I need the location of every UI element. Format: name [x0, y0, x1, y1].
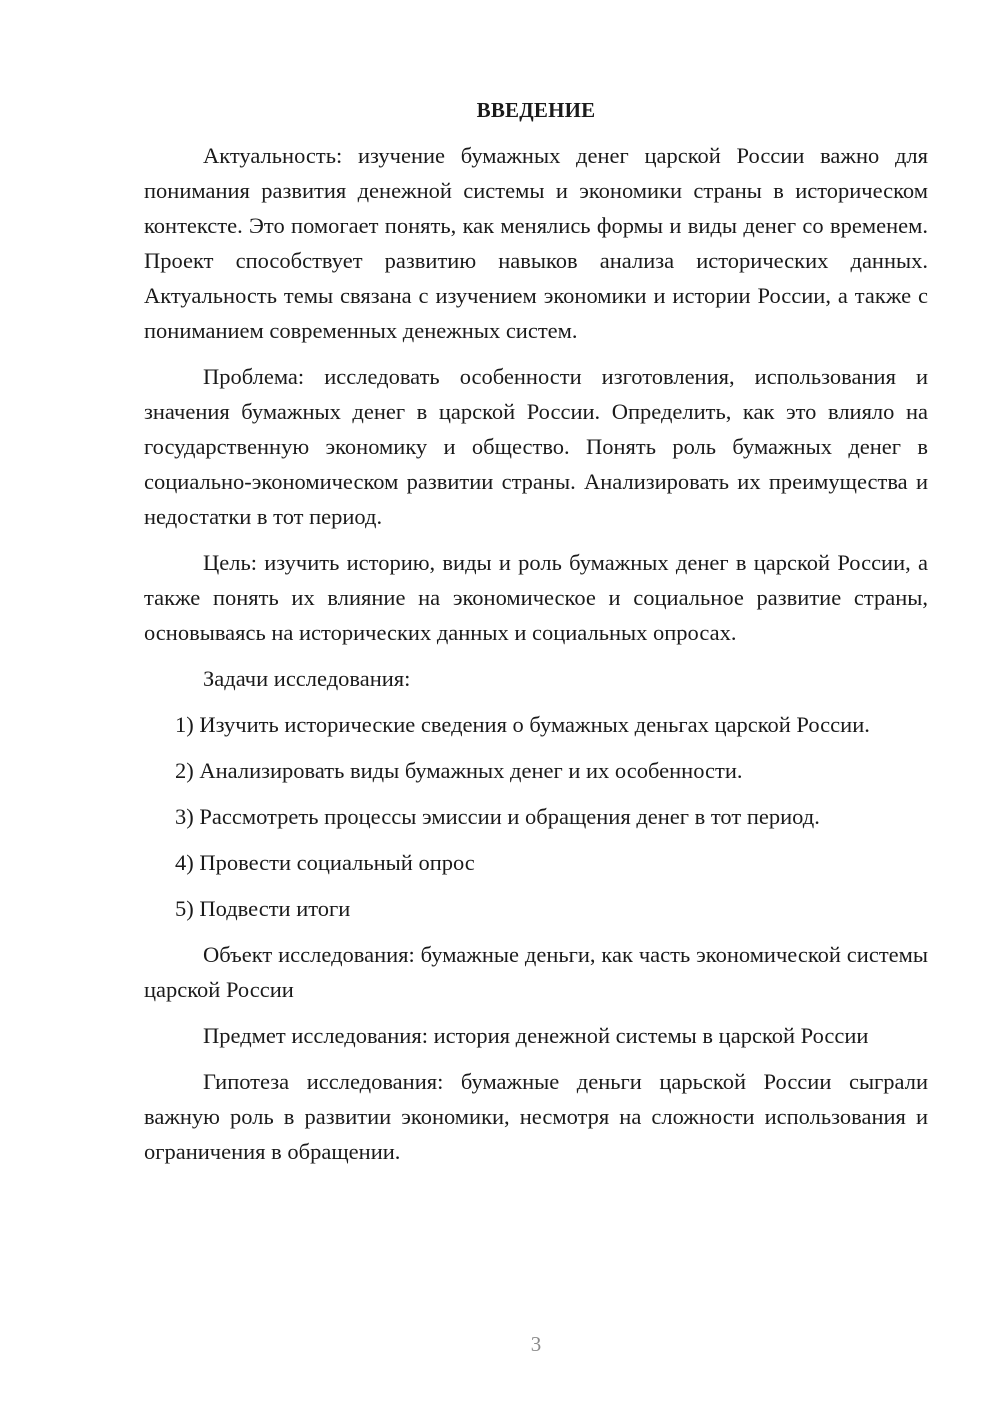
goal-paragraph: Цель: изучить историю, виды и роль бумажных денег в царской России, а также понять их влияние на экономическое и социальное развитие страны, основываясь на исторических данных и социальных опросах. [144, 550, 928, 645]
task-item-5: 5) Подвести итоги [175, 896, 351, 921]
task-item-1: 1) Изучить исторические сведения о бумажных деньгах царской России. [175, 712, 870, 737]
task-item-4: 4) Провести социальный опрос [175, 850, 475, 875]
subject-paragraph: Предмет исследования: история денежной системы в царской России [203, 1023, 869, 1048]
document-page [144, 96, 928, 1180]
document-title: ВВЕДЕНИЕ [476, 98, 596, 122]
problem-paragraph: Проблема: исследовать особенности изготовления, использования и значения бумажных денег в царской России. Определить, как это влияло на государственную экономику и общество. Понять роль бумажных денег в социально-экономическом развитии страны. Анализировать их преимущества и недостатки в тот период. [144, 364, 928, 529]
tasks-heading: Задачи исследования: [203, 666, 411, 691]
hypothesis-paragraph: Гипотеза исследования: бумажные деньги царьской России сыграли важную роль в развитии экономики, несмотря на сложности использования и ограничения в обращении. [144, 1069, 928, 1164]
task-item-2: 2) Анализировать виды бумажных денег и их особенности. [175, 758, 743, 783]
relevance-paragraph: Актуальность: изучение бумажных денег царской России важно для понимания развития денежной системы и экономики страны в историческом контексте. Это помогает понять, как менялись формы и виды денег со временем. Проект способствует развитию навыков анализа исторических данных. Актуальность темы связана с изучением экономики и истории России, а также с пониманием современных денежных систем. [144, 143, 928, 343]
object-paragraph: Объект исследования: бумажные деньги, как часть экономической системы царской России [144, 942, 928, 1002]
task-item-3: 3) Рассмотреть процессы эмиссии и обращения денег в тот период. [175, 804, 820, 829]
page-number: 3 [530, 1332, 542, 1356]
